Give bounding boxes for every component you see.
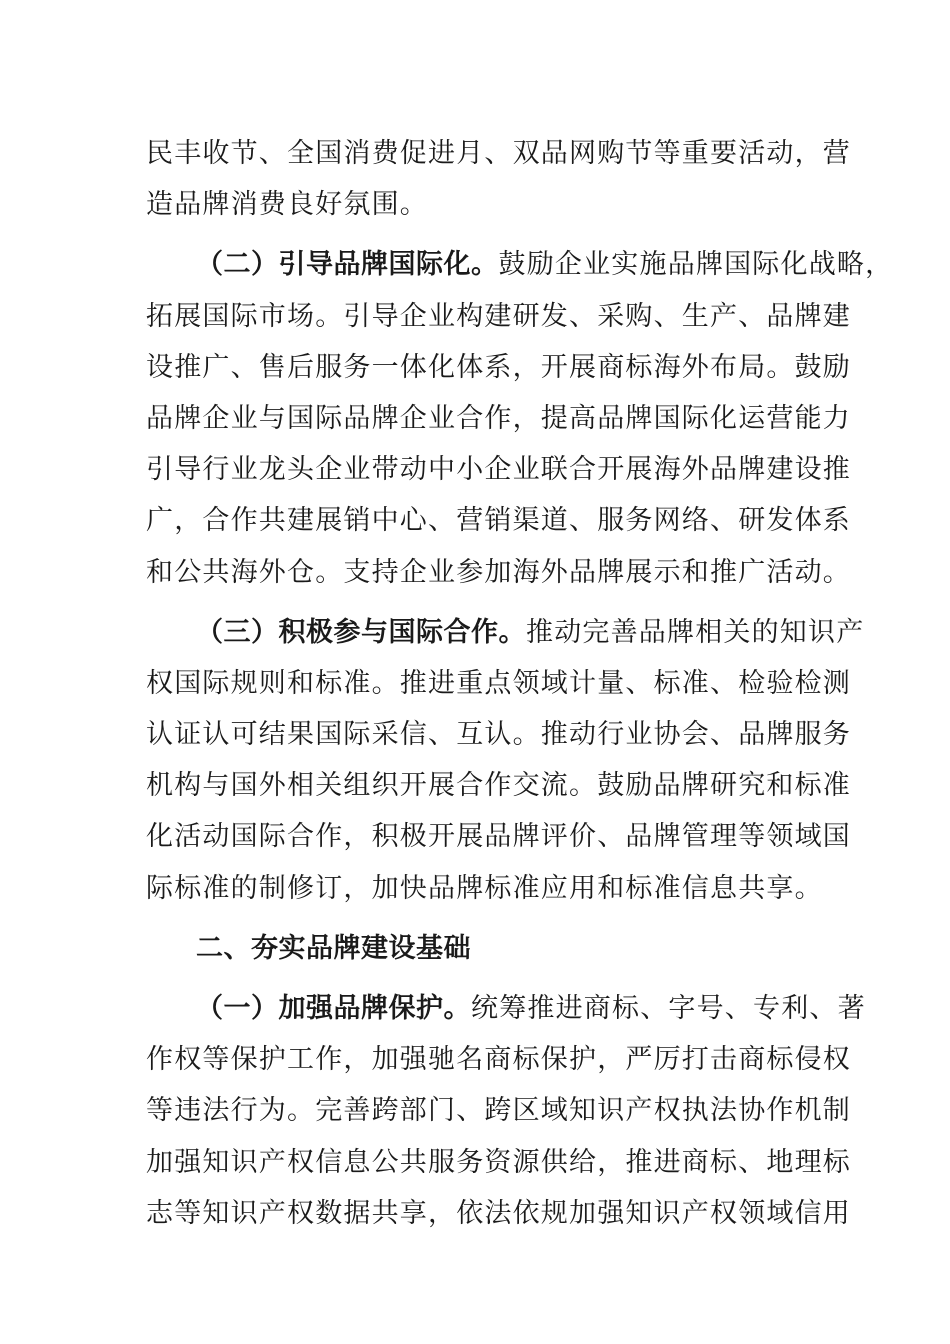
paragraph-heading: （二）引导品牌国际化。: [196, 249, 499, 281]
text-line: 际标准的制修订，加快品牌标准应用和标准信息共享。: [146, 872, 823, 904]
text-line: 品牌企业与国际品牌企业合作，提高品牌国际化运营能力: [146, 402, 851, 434]
document-body: [146, 128, 894, 1239]
text-line: 拓展国际市场。引导企业构建研发、采购、生产、品牌建: [146, 300, 851, 332]
text-line: 和公共海外仓。支持企业参加海外品牌展示和推广活动。: [146, 556, 851, 588]
paragraph: [146, 607, 865, 914]
paragraph-heading: （三）积极参与国际合作。: [196, 616, 526, 648]
section-title: [146, 923, 806, 974]
text-line: 广，合作共建展销中心、营销渠道、服务网络、研发体系: [146, 505, 851, 537]
text-line: 加强知识产权信息公共服务资源供给，推进商标、地理标: [146, 1146, 851, 1178]
text-line: 机构与国外相关组织开展合作交流。鼓励品牌研究和标准: [146, 770, 851, 802]
paragraph: [146, 983, 866, 1239]
paragraph-text: 统筹推进商标、字号、专利、著: [471, 993, 866, 1024]
text-line: 化活动国际合作，积极开展品牌评价、品牌管理等领域国: [146, 821, 851, 853]
text-line: 民丰收节、全国消费促进月、双品网购节等重要活动，营: [146, 138, 851, 169]
text-line: [146, 983, 866, 1034]
text-line: 设推广、售后服务一体化体系，开展商标海外布局。鼓励: [146, 351, 851, 383]
text-line: 认证认可结果国际采信、互认。推动行业协会、品牌服务: [146, 719, 851, 751]
text-line: 引导行业龙头企业带动中小企业联合开展海外品牌建设推: [146, 454, 851, 486]
text-line: [146, 239, 894, 290]
paragraph-heading: （一）加强品牌保护。: [196, 993, 471, 1024]
text-line: 等违法行为。完善跨部门、跨区域知识产权执法协作机制: [146, 1095, 851, 1127]
paragraph-text: 推动完善品牌相关的知识产: [526, 616, 865, 648]
text-line: 作权等保护工作，加强驰名商标保护，严厉打击商标侵权: [146, 1044, 851, 1076]
text-line: 造品牌消费良好氛围。: [146, 189, 428, 221]
text-line: 志等知识产权数据共享，依法依规加强知识产权领域信用: [146, 1197, 851, 1229]
paragraph: [146, 128, 851, 230]
text-line: [146, 607, 865, 658]
text-line: 权国际规则和标准。推进重点领域计量、标准、检验检测: [146, 667, 851, 699]
section-heading: 二、夯实品牌建设基础: [196, 932, 471, 964]
paragraph: [146, 239, 894, 597]
paragraph-text: 鼓励企业实施品牌国际化战略，: [498, 249, 894, 281]
